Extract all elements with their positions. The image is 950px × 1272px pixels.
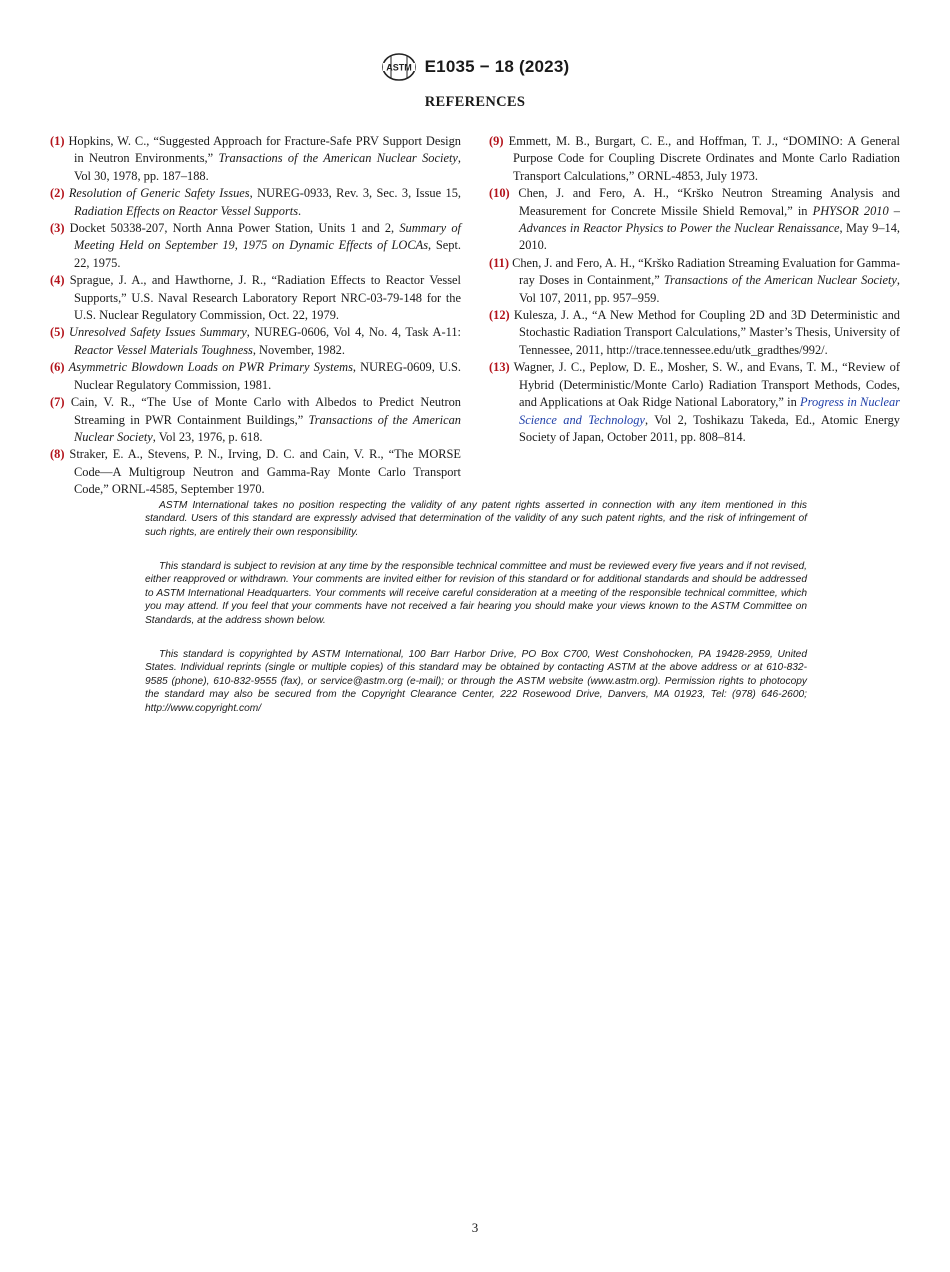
reference-italic: Resolution of Generic Safety Issues	[68, 186, 250, 201]
document-header	[0, 52, 950, 87]
reference-item	[489, 359, 900, 446]
reference-italic: Summary of Meeting Held on September 19, 1975 on Dynamic Effects of LOCAs	[74, 221, 461, 253]
reference-number: (2)	[50, 186, 65, 201]
reference-item	[489, 255, 900, 307]
reference-text: , Vol 107, 2011, pp. 957–959.	[519, 273, 901, 305]
reference-text: , November, 1982.	[252, 342, 345, 357]
reference-italic: Unresolved Safety Issues Summary	[69, 325, 247, 340]
reference-text: , NUREG-0933, Rev. 3, Sec. 3, Issue 15,	[249, 186, 461, 201]
reference-number: (6)	[50, 360, 65, 375]
reference-number: (3)	[50, 221, 65, 236]
standard-designation: E1035 − 18 (2023)	[424, 57, 570, 76]
patent-notice: ASTM International takes no position respecting the validity of any patent rights asserted in connection with any item mentioned in this standard. Users of this standard are expressly advised that determination of the validity of any such patent rights, and the risk of infringement of such rights, are entirely their own responsibility.	[145, 500, 807, 538]
reference-number: (4)	[50, 273, 65, 288]
references-list	[50, 133, 900, 499]
reference-number: (11)	[489, 255, 509, 270]
reference-text: .	[298, 203, 302, 218]
reference-number: (8)	[50, 447, 65, 462]
reference-italic: Reactor Vessel Materials Toughness	[74, 342, 253, 357]
reference-link[interactable]: Progress in Nuclear Science and Technology	[519, 395, 900, 427]
reference-text: Wagner, J. C., Peplow, D. E., Mosher, S. W., and Evans, T. M., “Review of Hybrid (Deterministic/Monte Carlo) Radiation Transport Methods, Codes, and Applications at Oak Ridge National Laboratory,” in	[513, 360, 900, 410]
reference-item	[50, 394, 461, 446]
reference-number: (7)	[50, 395, 65, 410]
reference-item	[50, 324, 461, 359]
reference-number: (1)	[50, 134, 65, 148]
reference-item	[50, 185, 461, 220]
page-number: 3	[471, 1220, 479, 1235]
reference-number: (12)	[489, 308, 510, 323]
reference-italic: Transactions of the American Nuclear Society	[218, 151, 458, 166]
reference-italic: PHYSOR 2010 – Advances in Reactor Physics to Power the Nuclear Renaissance	[519, 203, 900, 236]
reference-text: Sprague, J. A., and Hawthorne, J. R., “Radiation Effects to Reactor Vessel Supports,” U.S. Naval Research Laboratory Report NRC-03-79-148 for the U.S. Nuclear Regulatory Commission, Oct. 22, 1979.	[69, 273, 461, 323]
reference-text: , Sept. 22, 1975.	[74, 238, 461, 270]
reference-text: Docket 50338-207, North Anna Power Station, Units 1 and 2,	[69, 221, 400, 236]
reference-item	[50, 220, 461, 272]
reference-number: (10)	[489, 186, 510, 201]
reference-item	[489, 185, 900, 255]
reference-item	[50, 133, 461, 185]
reference-number: (5)	[50, 325, 65, 340]
reference-italic: Radiation Effects on Reactor Vessel Supports	[74, 203, 299, 218]
section-title: REFERENCES	[424, 94, 526, 110]
reference-item	[50, 359, 461, 394]
reference-italic: Transactions of the American Nuclear Society	[74, 412, 461, 444]
reference-text: Cain, V. R., “The Use of Monte Carlo with Albedos to Predict Neutron Streaming in PWR Containment Buildings,”	[70, 395, 461, 427]
reference-text: Straker, E. A., Stevens, P. N., Irving, D. C. and Cain, V. R., “The MORSE Code—A Multigroup Neutron and Gamma-Ray Monte Carlo Transport Code,” ORNL-4585, September 1970.	[69, 447, 461, 497]
reference-text: , May 9–14, 2010.	[519, 221, 900, 253]
reference-italic: Asymmetric Blowdown Loads on PWR Primary Systems	[68, 360, 353, 375]
reference-text: Kulesza, J. A., “A New Method for Coupling 2D and 3D Deterministic and Stochastic Radiation Transport Calculations,” Master’s Thesis, University of Tennessee, 2011, http://trace.tennessee.edu/utk_gradthes/992/.	[513, 308, 900, 357]
reference-italic: Transactions of the American Nuclear Society	[663, 273, 897, 288]
reference-text: Chen, J. and Fero, A. H., “Krško Radiation Streaming Evaluation for Gamma-ray Doses in Containment,”	[512, 255, 900, 288]
svg-text:ASTM: ASTM	[385, 62, 412, 73]
astm-logo-icon	[381, 52, 417, 82]
revision-notice: This standard is subject to revision at any time by the responsible technical committee and must be reviewed every five years and if not revised, either reapproved or withdrawn. Your comments are invited either for revision of this standard or for additional standards and should be addressed to ASTM International Headquarters. Your comments will receive careful consideration at a meeting of the responsible technical committee, which you may attend. If you feel that your comments have not received a fair hearing you should make your views known to the ASTM Committee on Standards, at the address shown below.	[145, 561, 807, 626]
references-column-right	[489, 133, 900, 499]
reference-text: , Vol 30, 1978, pp. 187–188.	[74, 151, 461, 183]
reference-text: , Vol 2, Toshikazu Takeda, Ed., Atomic Energy Society of Japan, October 2011, pp. 808–814.	[519, 412, 900, 444]
references-column-left	[50, 133, 461, 499]
reference-number: (9)	[489, 134, 504, 148]
reference-text: , NUREG-0609, U.S. Nuclear Regulatory Commission, 1981.	[74, 360, 461, 392]
reference-text: Chen, J. and Fero, A. H., “Krško Neutron Streaming Analysis and Measurement for Concrete Missile Shield Removal,” in	[518, 186, 900, 218]
reference-item	[50, 446, 461, 498]
copyright-notice: This standard is copyrighted by ASTM International, 100 Barr Harbor Drive, PO Box C700, West Conshohocken, PA 19428-2959, United States. Individual reprints (single or multiple copies) of this standard may be obtained by contacting ASTM at the above address or at 610-832-9585 (phone), 610-832-9555 (fax), or service@astm.org (e-mail); or through the ASTM website (www.astm.org). Permission rights to photocopy the standard may also be secured from the Copyright Clearance Center, 222 Rosewood Drive, Danvers, MA 01923, Tel: (978) 646-2600; http://www.copyright.com/	[145, 649, 807, 714]
reference-item	[489, 307, 900, 359]
reference-text: Emmett, M. B., Burgart, C. E., and Hoffman, T. J., “DOMINO: A General Purpose Code for Coupling Discrete Ordinates and Monte Carlo Radiation Transport Calculations,” ORNL-4853, July 1973.	[508, 134, 900, 183]
reference-item	[489, 133, 900, 185]
reference-text: Hopkins, W. C., “Suggested Approach for Fracture-Safe PRV Support Design in Neutron Environments,”	[68, 134, 461, 166]
reference-number: (13)	[489, 360, 510, 375]
reference-text: , NUREG-0606, Vol 4, No. 4, Task A-11:	[246, 325, 461, 340]
reference-text: , Vol 23, 1976, p. 618.	[152, 429, 263, 444]
reference-item	[50, 272, 461, 324]
